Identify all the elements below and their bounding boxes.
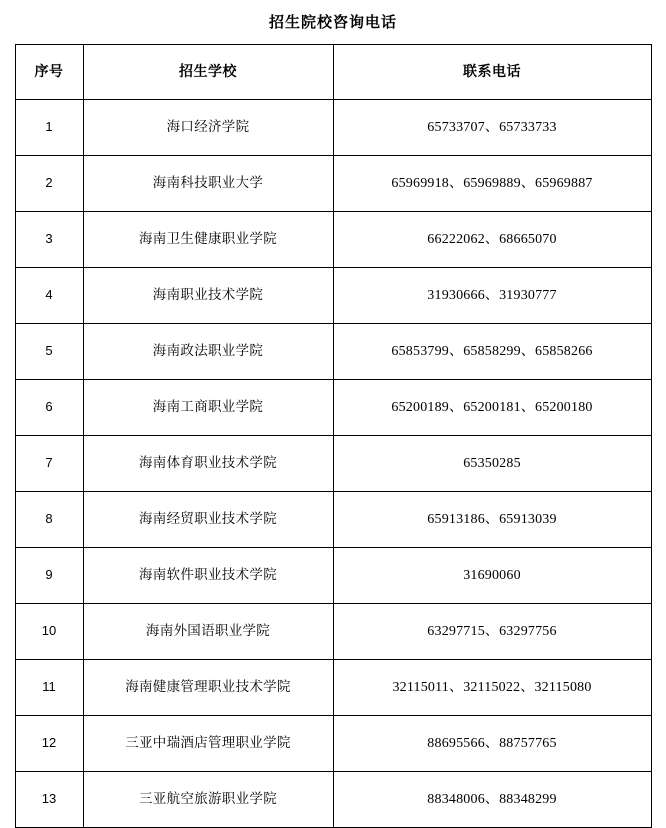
cell-phone: 65913186、65913039 [333,492,651,548]
table-row [15,548,651,604]
cell-phone: 31930666、31930777 [333,268,651,324]
cell-school: 海南政法职业学院 [83,324,333,380]
cell-phone: 65969918、65969889、65969887 [333,156,651,212]
cell-school: 海南健康管理职业技术学院 [83,660,333,716]
column-header-index: 序号 [15,45,83,100]
table-row [15,212,651,268]
cell-index: 3 [15,212,83,268]
cell-school: 海南职业技术学院 [83,268,333,324]
table-row [15,156,651,212]
cell-index: 4 [15,268,83,324]
cell-index: 12 [15,716,83,772]
table-row [15,492,651,548]
table-row [15,324,651,380]
table-row [15,100,651,156]
cell-index: 1 [15,100,83,156]
cell-school: 海南外国语职业学院 [83,604,333,660]
cell-school: 三亚中瑞酒店管理职业学院 [83,716,333,772]
cell-index: 13 [15,772,83,828]
cell-phone: 65200189、65200181、65200180 [333,380,651,436]
cell-index: 5 [15,324,83,380]
table-header-row [15,45,651,100]
table-row [15,268,651,324]
cell-school: 海南体育职业技术学院 [83,436,333,492]
table-row [15,716,651,772]
cell-phone: 88348006、88348299 [333,772,651,828]
cell-phone: 65733707、65733733 [333,100,651,156]
column-header-school: 招生学校 [83,45,333,100]
cell-phone: 63297715、63297756 [333,604,651,660]
page-title: 招生院校咨询电话 [268,14,397,31]
cell-school: 海南经贸职业技术学院 [83,492,333,548]
table-row [15,604,651,660]
cell-index: 7 [15,436,83,492]
cell-index: 11 [15,660,83,716]
cell-phone: 66222062、68665070 [333,212,651,268]
cell-index: 8 [15,492,83,548]
cell-school: 海南软件职业技术学院 [83,548,333,604]
cell-phone: 32115011、32115022、32115080 [333,660,651,716]
cell-phone: 88695566、88757765 [333,716,651,772]
column-header-phone: 联系电话 [333,45,651,100]
cell-index: 9 [15,548,83,604]
cell-school: 海南科技职业大学 [83,156,333,212]
table-row [15,772,651,828]
table-row [15,436,651,492]
cell-index: 2 [15,156,83,212]
cell-phone: 31690060 [333,548,651,604]
cell-phone: 65350285 [333,436,651,492]
table-row [15,660,651,716]
table-row [15,380,651,436]
cell-index: 10 [15,604,83,660]
cell-school: 海南卫生健康职业学院 [83,212,333,268]
cell-school: 海南工商职业学院 [83,380,333,436]
cell-school: 海口经济学院 [83,100,333,156]
cell-phone: 65853799、65858299、65858266 [333,324,651,380]
admissions-phone-table [15,44,652,828]
cell-index: 6 [15,380,83,436]
cell-school: 三亚航空旅游职业学院 [83,772,333,828]
